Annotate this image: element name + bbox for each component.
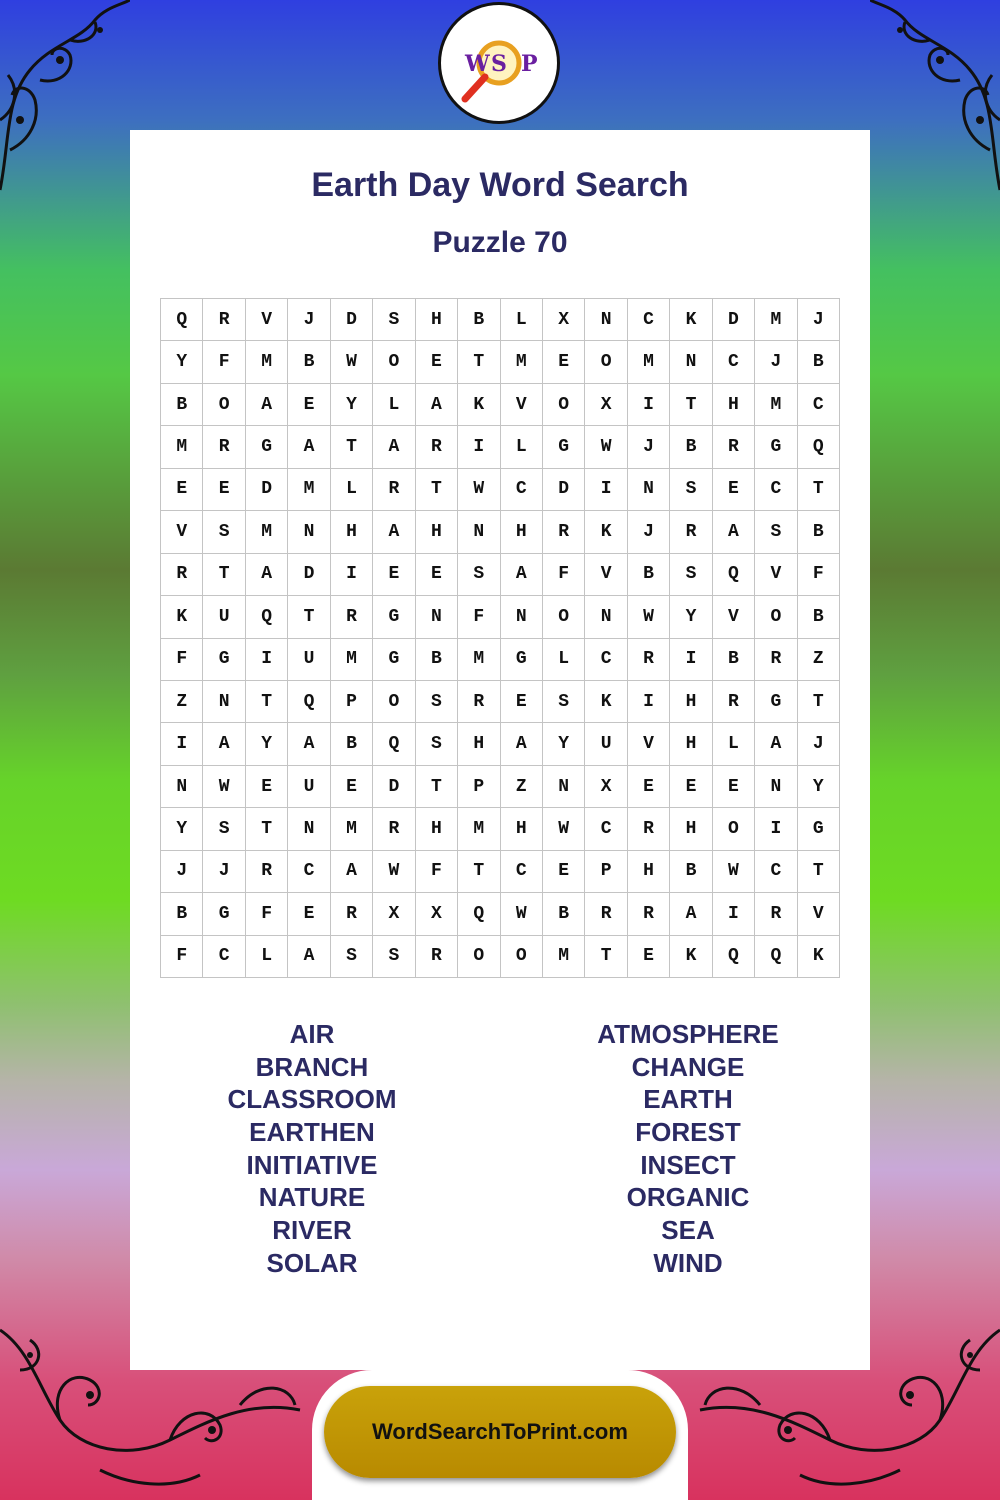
grid-cell: M <box>246 511 288 553</box>
word-item: FOREST <box>635 1117 741 1148</box>
grid-cell: R <box>246 851 288 893</box>
grid-cell: N <box>585 596 627 638</box>
website-link-label: WordSearchToPrint.com <box>372 1419 628 1444</box>
grid-cell: H <box>670 681 712 723</box>
grid-cell: I <box>670 639 712 681</box>
grid-cell: M <box>161 426 203 468</box>
grid-cell: E <box>501 681 543 723</box>
grid-cell: D <box>288 554 330 596</box>
grid-cell: N <box>161 766 203 808</box>
grid-cell: T <box>416 469 458 511</box>
grid-cell: T <box>798 469 840 511</box>
grid-cell: X <box>543 299 585 341</box>
grid-cell: R <box>458 681 500 723</box>
grid-cell: O <box>501 936 543 978</box>
grid-cell: S <box>670 469 712 511</box>
grid-cell: B <box>713 639 755 681</box>
corner-ornament-top-left <box>0 0 130 200</box>
grid-cell: S <box>203 808 245 850</box>
grid-cell: L <box>373 384 415 426</box>
grid-cell: L <box>543 639 585 681</box>
grid-cell: H <box>416 299 458 341</box>
website-link-button[interactable] <box>324 1386 676 1478</box>
grid-cell: Z <box>501 766 543 808</box>
grid-cell: Y <box>670 596 712 638</box>
grid-cell: Y <box>543 723 585 765</box>
word-item: ORGANIC <box>626 1182 750 1213</box>
grid-cell: S <box>416 681 458 723</box>
grid-cell: E <box>628 936 670 978</box>
grid-cell: G <box>798 808 840 850</box>
grid-cell: Y <box>246 723 288 765</box>
word-item: INITIATIVE <box>246 1149 378 1180</box>
grid-cell: E <box>543 851 585 893</box>
grid-cell: R <box>331 596 373 638</box>
grid-cell: N <box>628 469 670 511</box>
grid-cell: B <box>161 384 203 426</box>
grid-cell: T <box>585 936 627 978</box>
grid-cell: A <box>670 893 712 935</box>
grid-cell: E <box>416 341 458 383</box>
grid-cell: H <box>670 723 712 765</box>
grid-cell: N <box>288 808 330 850</box>
grid-cell: R <box>628 808 670 850</box>
grid-cell: G <box>246 426 288 468</box>
word-item: NATURE <box>258 1182 366 1213</box>
grid-cell: I <box>628 384 670 426</box>
grid-cell: M <box>755 384 797 426</box>
grid-cell: K <box>670 299 712 341</box>
grid-cell: H <box>416 511 458 553</box>
grid-cell: E <box>246 766 288 808</box>
grid-cell: J <box>628 511 670 553</box>
grid-cell: V <box>585 554 627 596</box>
word-item: CHANGE <box>631 1051 745 1082</box>
grid-cell: I <box>755 808 797 850</box>
grid-cell: R <box>161 554 203 596</box>
grid-cell: E <box>331 766 373 808</box>
grid-cell: P <box>331 681 373 723</box>
grid-cell: L <box>501 299 543 341</box>
grid-cell: G <box>203 639 245 681</box>
grid-cell: D <box>713 299 755 341</box>
grid-cell: L <box>501 426 543 468</box>
grid-cell: C <box>501 851 543 893</box>
grid-cell: S <box>416 723 458 765</box>
grid-cell: R <box>713 426 755 468</box>
grid-cell: O <box>458 936 500 978</box>
grid-cell: M <box>331 639 373 681</box>
grid-cell: O <box>543 384 585 426</box>
grid-cell: M <box>458 639 500 681</box>
grid-cell: N <box>203 681 245 723</box>
grid-cell: U <box>288 639 330 681</box>
grid-cell: S <box>755 511 797 553</box>
grid-cell: U <box>288 766 330 808</box>
grid-cell: M <box>288 469 330 511</box>
grid-cell: V <box>798 893 840 935</box>
word-item: CLASSROOM <box>227 1084 397 1115</box>
word-item: AIR <box>289 1019 335 1049</box>
grid-cell: S <box>373 299 415 341</box>
grid-cell: A <box>373 511 415 553</box>
grid-cell: R <box>543 511 585 553</box>
grid-cell: B <box>416 639 458 681</box>
logo-letter-p: P <box>521 51 538 77</box>
grid-cell: V <box>161 511 203 553</box>
grid-cell: U <box>585 723 627 765</box>
grid-cell: Y <box>331 384 373 426</box>
grid-cell: T <box>458 851 500 893</box>
grid-cell: J <box>798 723 840 765</box>
grid-cell: L <box>713 723 755 765</box>
grid-cell: S <box>331 936 373 978</box>
letter-grid <box>160 298 840 978</box>
grid-cell: S <box>543 681 585 723</box>
grid-cell: G <box>203 893 245 935</box>
grid-cell: R <box>628 893 670 935</box>
grid-cell: B <box>628 554 670 596</box>
grid-cell: K <box>670 936 712 978</box>
grid-cell: E <box>713 469 755 511</box>
grid-cell: I <box>161 723 203 765</box>
grid-cell: E <box>373 554 415 596</box>
grid-cell: I <box>585 469 627 511</box>
grid-cell: S <box>458 554 500 596</box>
grid-cell: A <box>246 554 288 596</box>
grid-cell: B <box>543 893 585 935</box>
grid-cell: W <box>585 426 627 468</box>
grid-cell: M <box>458 808 500 850</box>
word-item: ATMOSPHERE <box>597 1019 779 1049</box>
grid-cell: E <box>670 766 712 808</box>
grid-cell: N <box>543 766 585 808</box>
grid-cell: M <box>501 341 543 383</box>
grid-cell: Y <box>161 341 203 383</box>
grid-cell: C <box>755 469 797 511</box>
grid-cell: E <box>543 341 585 383</box>
grid-cell: P <box>458 766 500 808</box>
grid-cell: D <box>543 469 585 511</box>
grid-cell: A <box>713 511 755 553</box>
grid-cell: M <box>246 341 288 383</box>
grid-cell: D <box>246 469 288 511</box>
grid-cell: T <box>798 681 840 723</box>
grid-cell: M <box>331 808 373 850</box>
grid-cell: R <box>755 639 797 681</box>
grid-cell: F <box>543 554 585 596</box>
grid-cell: R <box>628 639 670 681</box>
word-item: RIVER <box>272 1215 352 1246</box>
wsp-logo[interactable] <box>438 2 560 124</box>
grid-cell: C <box>628 299 670 341</box>
grid-cell: O <box>755 596 797 638</box>
grid-cell: W <box>628 596 670 638</box>
grid-cell: S <box>373 936 415 978</box>
grid-cell: Q <box>458 893 500 935</box>
grid-cell: A <box>288 426 330 468</box>
grid-cell: C <box>203 936 245 978</box>
grid-cell: L <box>331 469 373 511</box>
grid-cell: A <box>755 723 797 765</box>
grid-cell: E <box>161 469 203 511</box>
grid-cell: M <box>543 936 585 978</box>
word-list-right <box>503 1018 873 1280</box>
grid-cell: W <box>203 766 245 808</box>
grid-cell: B <box>670 426 712 468</box>
grid-cell: M <box>628 341 670 383</box>
grid-cell: A <box>246 384 288 426</box>
grid-cell: L <box>246 936 288 978</box>
grid-cell: T <box>798 851 840 893</box>
grid-cell: T <box>458 341 500 383</box>
grid-cell: T <box>203 554 245 596</box>
grid-cell: F <box>798 554 840 596</box>
grid-cell: B <box>798 511 840 553</box>
grid-cell: J <box>755 341 797 383</box>
grid-cell: N <box>458 511 500 553</box>
grid-cell: T <box>246 681 288 723</box>
grid-cell: D <box>331 299 373 341</box>
grid-cell: C <box>755 851 797 893</box>
grid-cell: T <box>416 766 458 808</box>
grid-cell: B <box>798 341 840 383</box>
grid-cell: V <box>628 723 670 765</box>
grid-cell: W <box>458 469 500 511</box>
grid-cell: H <box>628 851 670 893</box>
grid-cell: R <box>203 426 245 468</box>
grid-cell: A <box>373 426 415 468</box>
grid-cell: W <box>501 893 543 935</box>
grid-cell: W <box>543 808 585 850</box>
grid-cell: G <box>755 681 797 723</box>
grid-cell: N <box>416 596 458 638</box>
grid-cell: C <box>713 341 755 383</box>
grid-cell: J <box>288 299 330 341</box>
grid-cell: H <box>501 511 543 553</box>
grid-cell: R <box>416 426 458 468</box>
logo-letter-s: S <box>491 51 507 77</box>
grid-cell: A <box>203 723 245 765</box>
grid-cell: K <box>458 384 500 426</box>
grid-cell: B <box>161 893 203 935</box>
grid-cell: F <box>161 639 203 681</box>
grid-cell: K <box>585 681 627 723</box>
grid-cell: I <box>331 554 373 596</box>
grid-cell: C <box>798 384 840 426</box>
grid-cell: Q <box>755 936 797 978</box>
grid-cell: C <box>501 469 543 511</box>
grid-cell: N <box>501 596 543 638</box>
grid-cell: G <box>373 639 415 681</box>
grid-cell: E <box>713 766 755 808</box>
grid-cell: T <box>246 808 288 850</box>
grid-cell: F <box>416 851 458 893</box>
grid-cell: R <box>203 299 245 341</box>
grid-cell: K <box>161 596 203 638</box>
grid-cell: K <box>585 511 627 553</box>
grid-cell: G <box>373 596 415 638</box>
grid-cell: F <box>203 341 245 383</box>
grid-cell: B <box>288 341 330 383</box>
grid-cell: J <box>203 851 245 893</box>
puzzle-sheet <box>130 130 870 1370</box>
grid-cell: O <box>373 341 415 383</box>
grid-cell: E <box>203 469 245 511</box>
grid-cell: T <box>331 426 373 468</box>
grid-cell: O <box>585 341 627 383</box>
grid-cell: I <box>246 639 288 681</box>
grid-cell: V <box>713 596 755 638</box>
grid-cell: N <box>585 299 627 341</box>
grid-cell: R <box>331 893 373 935</box>
grid-cell: I <box>628 681 670 723</box>
grid-cell: A <box>331 851 373 893</box>
grid-cell: W <box>713 851 755 893</box>
grid-cell: A <box>288 936 330 978</box>
grid-cell: A <box>416 384 458 426</box>
grid-cell: R <box>585 893 627 935</box>
grid-cell: X <box>585 384 627 426</box>
grid-cell: O <box>543 596 585 638</box>
grid-cell: A <box>501 723 543 765</box>
grid-cell: J <box>798 299 840 341</box>
grid-cell: E <box>416 554 458 596</box>
grid-cell: H <box>713 384 755 426</box>
grid-cell: H <box>458 723 500 765</box>
grid-cell: V <box>501 384 543 426</box>
grid-cell: V <box>755 554 797 596</box>
grid-cell: D <box>373 766 415 808</box>
grid-cell: A <box>501 554 543 596</box>
grid-cell: F <box>161 936 203 978</box>
grid-cell: A <box>288 723 330 765</box>
grid-cell: O <box>203 384 245 426</box>
grid-cell: N <box>288 511 330 553</box>
grid-cell: O <box>713 808 755 850</box>
grid-cell: M <box>755 299 797 341</box>
word-item: WIND <box>653 1247 723 1278</box>
grid-cell: O <box>373 681 415 723</box>
corner-ornament-top-right <box>870 0 1000 200</box>
grid-cell: X <box>373 893 415 935</box>
grid-cell: R <box>373 808 415 850</box>
grid-cell: F <box>458 596 500 638</box>
grid-cell: H <box>331 511 373 553</box>
grid-cell: P <box>585 851 627 893</box>
grid-cell: Y <box>798 766 840 808</box>
grid-cell: G <box>543 426 585 468</box>
grid-cell: R <box>755 893 797 935</box>
grid-cell: R <box>713 681 755 723</box>
grid-cell: I <box>713 893 755 935</box>
grid-cell: Q <box>713 936 755 978</box>
grid-cell: Z <box>161 681 203 723</box>
magnifier-icon <box>441 5 557 121</box>
grid-cell: R <box>416 936 458 978</box>
grid-cell: I <box>458 426 500 468</box>
grid-cell: B <box>458 299 500 341</box>
grid-cell: Q <box>713 554 755 596</box>
word-item: INSECT <box>640 1149 736 1180</box>
grid-cell: W <box>373 851 415 893</box>
grid-cell: Q <box>288 681 330 723</box>
grid-cell: H <box>501 808 543 850</box>
grid-cell: E <box>628 766 670 808</box>
grid-cell: Q <box>798 426 840 468</box>
grid-cell: F <box>246 893 288 935</box>
grid-cell: X <box>416 893 458 935</box>
grid-cell: C <box>585 639 627 681</box>
grid-cell: T <box>670 384 712 426</box>
grid-cell: Y <box>161 808 203 850</box>
grid-cell: G <box>755 426 797 468</box>
word-list-left <box>127 1018 497 1280</box>
grid-cell: K <box>798 936 840 978</box>
grid-cell: S <box>670 554 712 596</box>
grid-cell: N <box>670 341 712 383</box>
word-item: EARTHEN <box>249 1117 375 1148</box>
grid-cell: E <box>288 893 330 935</box>
grid-cell: J <box>628 426 670 468</box>
grid-cell: X <box>585 766 627 808</box>
grid-cell: R <box>373 469 415 511</box>
grid-cell: E <box>288 384 330 426</box>
word-item: SOLAR <box>266 1247 358 1278</box>
word-item: SEA <box>661 1215 715 1246</box>
grid-cell: B <box>798 596 840 638</box>
grid-cell: C <box>288 851 330 893</box>
grid-cell: S <box>203 511 245 553</box>
grid-cell: J <box>161 851 203 893</box>
grid-cell: B <box>670 851 712 893</box>
grid-cell: B <box>331 723 373 765</box>
grid-cell: H <box>670 808 712 850</box>
puzzle-number: Puzzle 70 <box>432 226 568 259</box>
grid-cell: U <box>203 596 245 638</box>
grid-cell: C <box>585 808 627 850</box>
grid-cell: N <box>755 766 797 808</box>
grid-cell: W <box>331 341 373 383</box>
puzzle-title: Earth Day Word Search <box>311 166 689 204</box>
grid-cell: R <box>670 511 712 553</box>
grid-cell: Q <box>246 596 288 638</box>
grid-cell: T <box>288 596 330 638</box>
grid-cell: Q <box>161 299 203 341</box>
word-item: EARTH <box>643 1084 733 1115</box>
logo-letter-w: W <box>465 51 490 77</box>
grid-cell: H <box>416 808 458 850</box>
grid-cell: V <box>246 299 288 341</box>
grid-cell: Q <box>373 723 415 765</box>
word-item: BRANCH <box>255 1051 369 1082</box>
grid-cell: Z <box>798 639 840 681</box>
grid-cell: G <box>501 639 543 681</box>
